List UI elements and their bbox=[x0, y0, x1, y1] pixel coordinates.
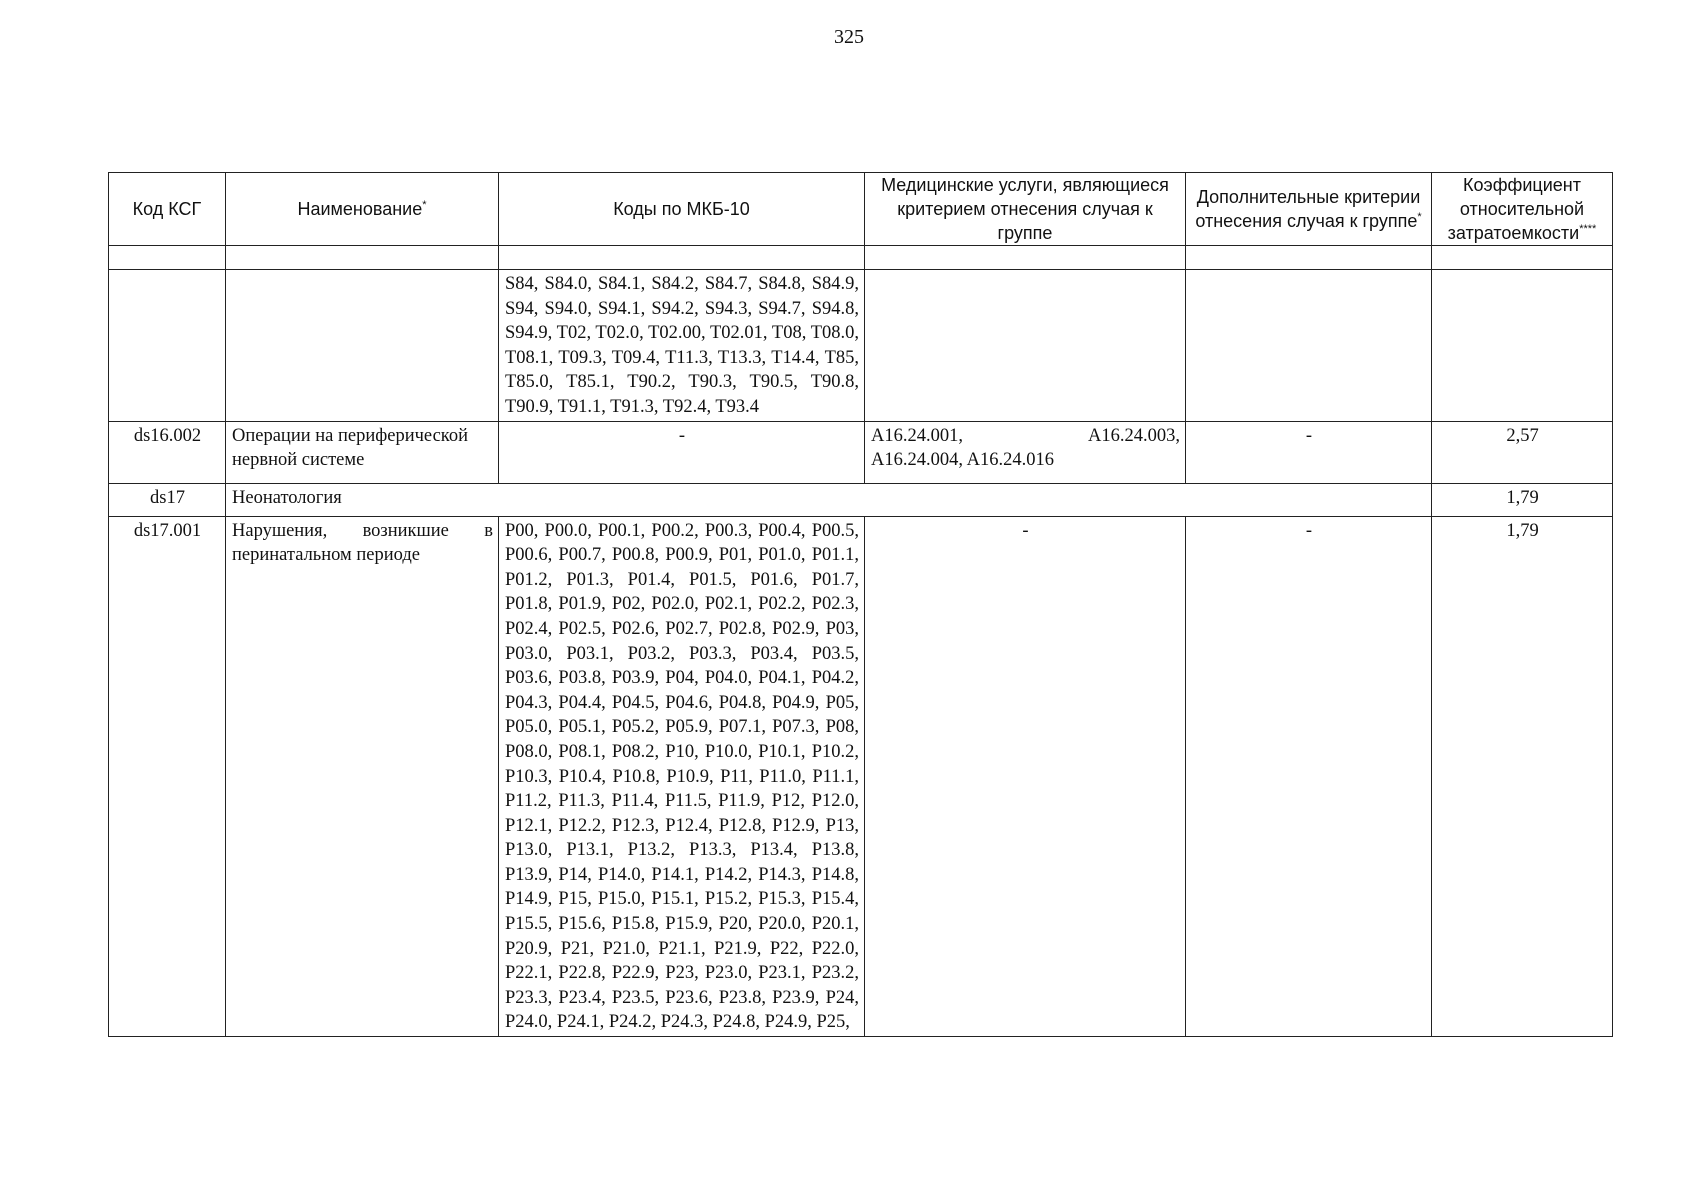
spacer-cell bbox=[109, 246, 226, 270]
header-coefficient: Коэффициент относительной затратоемкости**** bbox=[1432, 173, 1613, 246]
header-row bbox=[109, 173, 1613, 246]
spacer-cell bbox=[226, 246, 499, 270]
cell-additional-criteria bbox=[1186, 270, 1432, 422]
cell-medical-services bbox=[865, 270, 1186, 422]
header-medical-services: Медицинские услуги, являющиеся критерием отнесения случая к группе bbox=[865, 173, 1186, 246]
spacer-row bbox=[109, 246, 1613, 270]
table-row-group bbox=[109, 483, 1613, 516]
spacer-cell bbox=[1186, 246, 1432, 270]
page-number: 325 bbox=[834, 26, 864, 48]
services-line: A16.24.004, A16.24.016 bbox=[871, 450, 1054, 471]
services-line: A16.24.001, A16.24.003, bbox=[871, 425, 1180, 446]
cell-icd-codes: - bbox=[499, 421, 865, 483]
spacer-cell bbox=[499, 246, 865, 270]
header-code: Код КСГ bbox=[109, 173, 226, 246]
header-additional-criteria: Дополнительные критерии отнесения случая к группе* bbox=[1186, 173, 1432, 246]
cell-icd-codes: S84, S84.0, S84.1, S84.2, S84.7, S84.8, S84.9, S94, S94.0, S94.1, S94.2, S94.3, S94.7, S94.8, S94.9, T02, T02.0, T02.00, T02.01, T08, T08.0, T08.1, T09.3, T09.4, T11.3, T13.3, T14.4, T85, T85.0, T85.1, T90.2, T90.3, T90.5, T90.8, T90.9, T91.1, T91.3, T92.4, T93.4 bbox=[499, 270, 865, 422]
cell-coefficient bbox=[1432, 270, 1613, 422]
cell-coefficient: 1,79 bbox=[1432, 483, 1613, 516]
cell-code: ds16.002 bbox=[109, 421, 226, 483]
footnote-mark: * bbox=[1417, 211, 1422, 223]
header-name: Наименование* bbox=[226, 173, 499, 246]
ksg-table bbox=[108, 172, 1613, 1037]
cell-medical-services: - bbox=[865, 516, 1186, 1036]
spacer-cell bbox=[865, 246, 1186, 270]
table-row bbox=[109, 421, 1613, 483]
cell-additional-criteria: - bbox=[1186, 516, 1432, 1036]
cell-code bbox=[109, 270, 226, 422]
footnote-mark: **** bbox=[1579, 223, 1597, 235]
cell-group-name: Неонатология bbox=[226, 483, 1432, 516]
header-icd-codes: Коды по МКБ-10 bbox=[499, 173, 865, 246]
cell-name: Операции на периферической нервной системе bbox=[226, 421, 499, 483]
cell-icd-codes: P00, P00.0, P00.1, P00.2, P00.3, P00.4, P00.5, P00.6, P00.7, P00.8, P00.9, P01, P01.0, P01.1, P01.2, P01.3, P01.4, P01.5, P01.6, P01.7, P01.8, P01.9, P02, P02.0, P02.1, P02.2, P02.3, P02.4, P02.5, P02.6, P02.7, P02.8, P02.9, P03, P03.0, P03.1, P03.2, P03.3, P03.4, P03.5, P03.6, P03.8, P03.9, P04, P04.0, P04.1, P04.2, P04.3, P04.4, P04.5, P04.6, P04.8, P04.9, P05, P05.0, P05.1, P05.2, P05.9, P07.1, P07.3, P08, P08.0, P08.1, P08.2, P10, P10.0, P10.1, P10.2, P10.3, P10.4, P10.8, P10.9, P11, P11.0, P11.1, P11.2, P11.3, P11.4, P11.5, P11.9, P12, P12.0, P12.1, P12.2, P12.3, P12.4, P12.8, P12.9, P13, P13.0, P13.1, P13.2, P13.3, P13.4, P13.8, P13.9, P14, P14.0, P14.1, P14.2, P14.3, P14.8, P14.9, P15, P15.0, P15.1, P15.2, P15.3, P15.4, P15.5, P15.6, P15.8, P15.9, P20, P20.0, P20.1, P20.9, P21, P21.0, P21.1, P21.9, P22, P22.0, P22.1, P22.8, P22.9, P23, P23.0, P23.1, P23.2, P23.3, P23.4, P23.5, P23.6, P23.8, P23.9, P24, P24.0, P24.1, P24.2, P24.3, P24.8, P24.9, P25, bbox=[499, 516, 865, 1036]
name-line: Нарушения, возникшие в bbox=[232, 520, 493, 541]
cell-name bbox=[226, 516, 499, 1036]
cell-name bbox=[226, 270, 499, 422]
table-row bbox=[109, 270, 1613, 422]
table-row bbox=[109, 516, 1613, 1036]
cell-medical-services bbox=[865, 421, 1186, 483]
spacer-cell bbox=[1432, 246, 1613, 270]
name-line: перинатальном периоде bbox=[232, 545, 420, 566]
cell-coefficient: 2,57 bbox=[1432, 421, 1613, 483]
cell-additional-criteria: - bbox=[1186, 421, 1432, 483]
footnote-mark: * bbox=[422, 199, 427, 211]
cell-coefficient: 1,79 bbox=[1432, 516, 1613, 1036]
cell-code: ds17 bbox=[109, 483, 226, 516]
cell-code: ds17.001 bbox=[109, 516, 226, 1036]
